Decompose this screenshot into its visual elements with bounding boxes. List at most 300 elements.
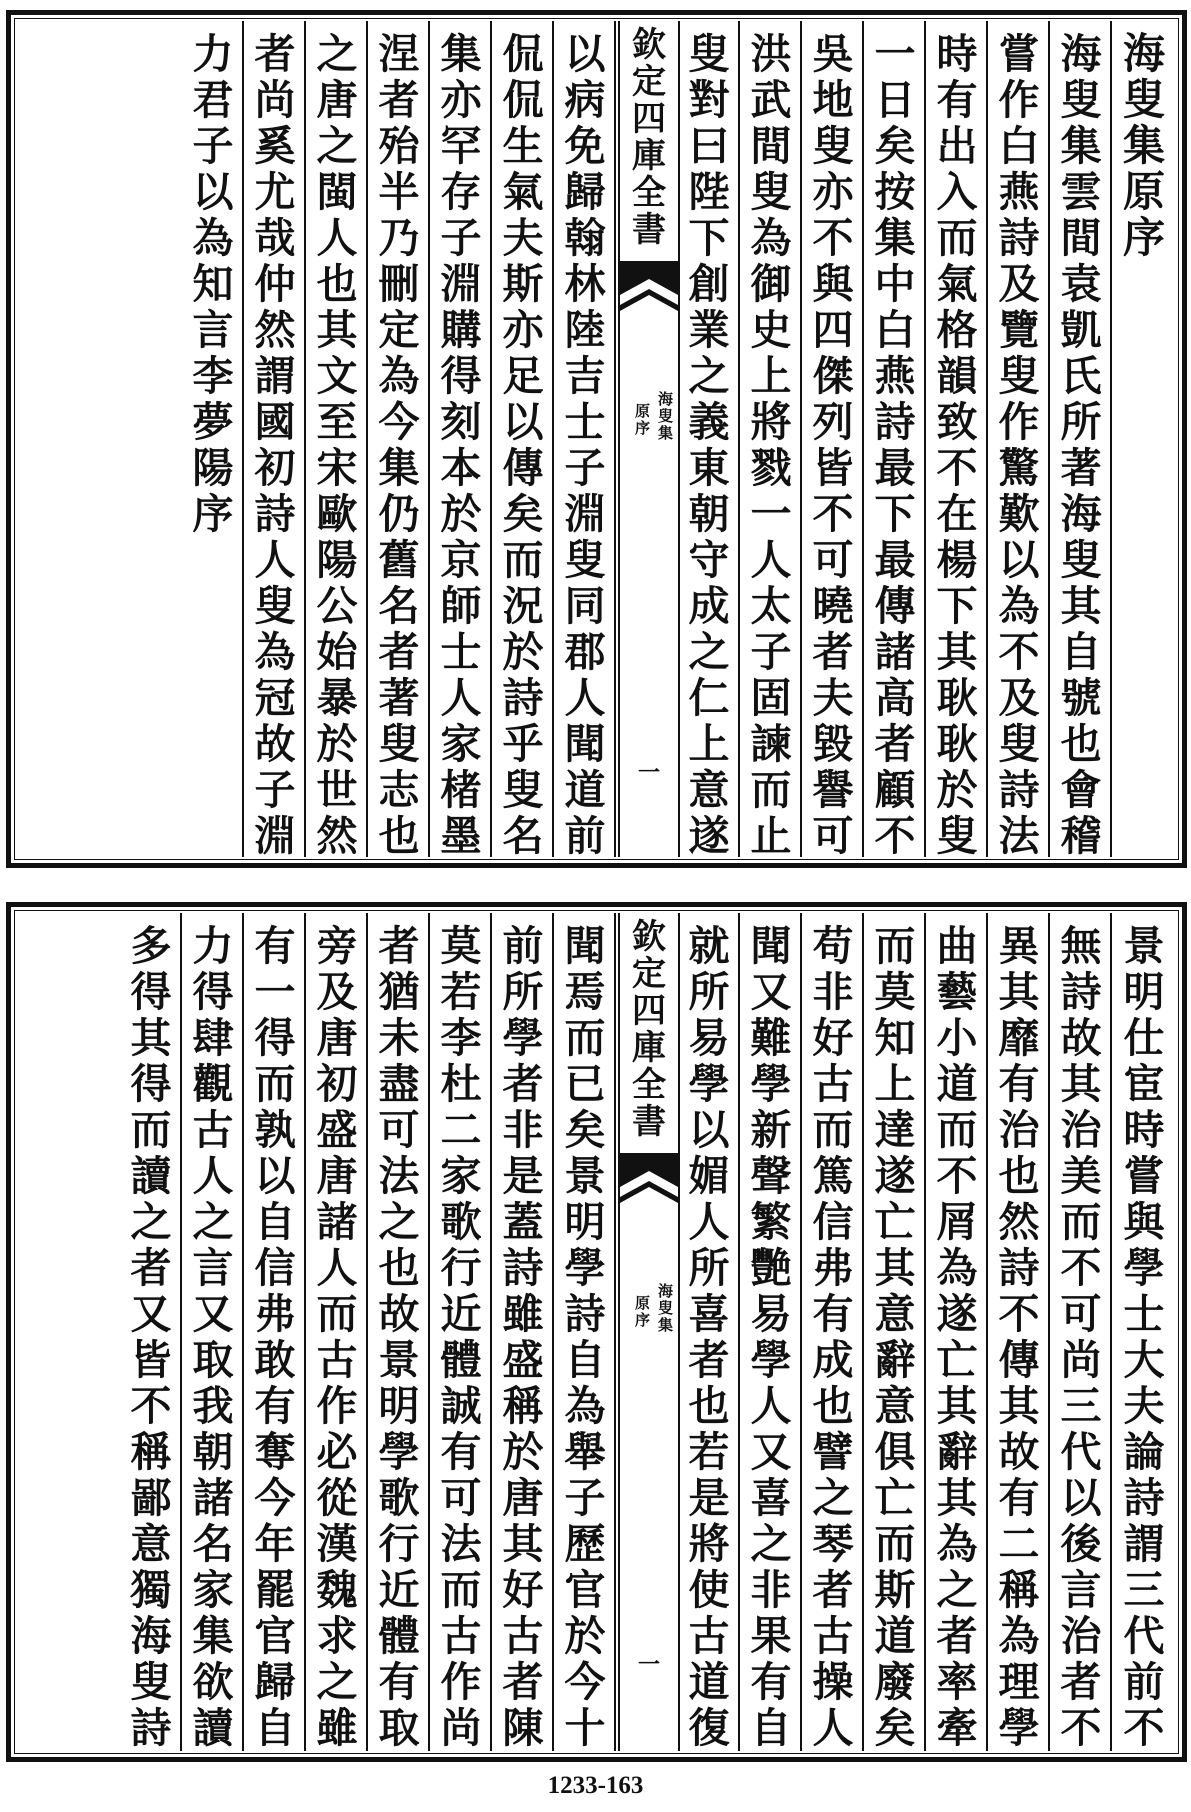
character: 叟: [998, 720, 1040, 768]
character: 學: [750, 1336, 792, 1384]
character: 意: [874, 1290, 916, 1338]
character: 刪: [378, 260, 420, 308]
character: 而: [130, 1106, 172, 1154]
section-title: 原 序: [634, 1294, 650, 1329]
character: 歸: [254, 1658, 296, 1706]
character: 而: [812, 1106, 854, 1154]
character: 名: [378, 582, 420, 630]
character: 聞: [564, 922, 606, 970]
character: 京: [440, 536, 482, 584]
fishtail-ornament-icon: [620, 1153, 678, 1223]
character: 者: [1060, 1658, 1102, 1706]
character: 為: [254, 628, 296, 676]
character: 以: [192, 168, 234, 216]
character: 海: [1060, 490, 1102, 538]
character: 列: [812, 398, 854, 446]
character: 於: [316, 720, 358, 768]
character: 宦: [1123, 1060, 1165, 1108]
character: 初: [316, 1060, 358, 1108]
character: 嘗: [998, 30, 1040, 78]
character: 之: [130, 1198, 172, 1246]
character: 遂: [874, 1152, 916, 1200]
character: 叟: [1060, 76, 1102, 124]
character: 治: [1060, 1612, 1102, 1660]
character: 也: [378, 812, 420, 857]
character: 為: [378, 352, 420, 400]
character: 唐: [502, 1474, 544, 1522]
character: 漢: [316, 1520, 358, 1568]
character: 有: [254, 922, 296, 970]
character: 不: [936, 1152, 978, 1200]
center-fold-column: [618, 913, 680, 1751]
text-column: [556, 21, 616, 857]
character: 書: [632, 1102, 666, 1142]
character: 者: [502, 1658, 544, 1706]
character: 詩: [998, 214, 1040, 262]
character: 陽: [192, 444, 234, 492]
character: 前: [564, 812, 606, 857]
character: 下: [936, 582, 978, 630]
character: 叟: [1122, 75, 1165, 124]
character: 夫: [1123, 1382, 1165, 1430]
book-title: 海 叟 集: [657, 1282, 673, 1334]
character: 家: [440, 1152, 482, 1200]
character: 之: [688, 628, 730, 676]
text-column: [742, 913, 802, 1751]
character: 其: [316, 306, 358, 354]
character: 太: [750, 582, 792, 630]
character: 陽: [316, 536, 358, 584]
character: 以: [1060, 1474, 1102, 1522]
character: 三: [1123, 1566, 1165, 1614]
character: 所: [1060, 398, 1102, 446]
character: 者: [688, 1336, 730, 1384]
character: 最: [874, 444, 916, 492]
character: 景: [378, 1336, 420, 1384]
character: 而: [254, 1060, 296, 1108]
character: 力: [192, 30, 234, 78]
character: 雲: [1060, 168, 1102, 216]
character: 莫: [440, 922, 482, 970]
character: 稱: [502, 1382, 544, 1430]
character: 而: [750, 766, 792, 814]
character: 詩: [998, 1244, 1040, 1292]
character: 有: [998, 1060, 1040, 1108]
character: 覽: [998, 306, 1040, 354]
character: 年: [254, 1520, 296, 1568]
character: 庫: [632, 136, 666, 176]
character: 小: [936, 1014, 978, 1062]
character: 尚: [440, 1704, 482, 1751]
character: 自: [1060, 628, 1102, 676]
character: 燕: [998, 168, 1040, 216]
character: 間: [750, 122, 792, 170]
character: 未: [378, 1014, 420, 1062]
character: 明: [378, 1382, 420, 1430]
character: 而: [316, 1290, 358, 1338]
character: 業: [688, 306, 730, 354]
character: 歌: [440, 1198, 482, 1246]
character: 遂: [936, 1290, 978, 1338]
text-column: [928, 913, 988, 1751]
character: 時: [1123, 1106, 1165, 1154]
text-column: [990, 21, 1050, 857]
character: 白: [874, 306, 916, 354]
character: 為: [750, 214, 792, 262]
character: 人: [192, 1152, 234, 1200]
character: 諸: [874, 628, 916, 676]
character: 知: [192, 260, 234, 308]
character: 病: [564, 76, 606, 124]
character: 高: [874, 674, 916, 722]
fishtail-ornament-icon: [620, 261, 678, 331]
character: 人: [564, 674, 606, 722]
character: 以: [998, 536, 1040, 584]
section-title: 原 序: [634, 402, 650, 437]
character: 稽: [1060, 812, 1102, 857]
character: 有: [936, 76, 978, 124]
character: 驚: [998, 444, 1040, 492]
character: 以: [502, 398, 544, 446]
character: 體: [378, 1612, 420, 1660]
character: 也: [998, 1152, 1040, 1200]
character: 多: [130, 922, 172, 970]
character: 唐: [316, 76, 358, 124]
character: 詩: [502, 1244, 544, 1292]
character: 亦: [502, 306, 544, 354]
leaf-number: 一: [637, 1652, 660, 1678]
character: 其: [1060, 1060, 1102, 1108]
character: 洪: [750, 30, 792, 78]
collection-label: [620, 27, 678, 249]
character: 名: [192, 1520, 234, 1568]
character: 古: [812, 1612, 854, 1660]
character: 仲: [254, 260, 296, 308]
character: 武: [750, 76, 792, 124]
character: 盛: [316, 1106, 358, 1154]
character: 朝: [688, 490, 730, 538]
character: 乎: [502, 720, 544, 768]
character: 氣: [936, 260, 978, 308]
character: 志: [378, 766, 420, 814]
character: 況: [502, 582, 544, 630]
character: 已: [564, 1060, 606, 1108]
character: 人: [812, 1704, 854, 1751]
character: 其: [998, 968, 1040, 1016]
character: 是: [688, 1474, 730, 1522]
character: 也: [1060, 720, 1102, 768]
character: 知: [874, 1014, 916, 1062]
text-column: [494, 21, 554, 857]
character: 四: [812, 306, 854, 354]
character: 古: [316, 1336, 358, 1384]
character: 叟: [378, 720, 420, 768]
character: 御: [750, 260, 792, 308]
character: 集: [1060, 122, 1102, 170]
character: 好: [502, 1566, 544, 1614]
character: 有: [254, 1382, 296, 1430]
character: 亦: [440, 76, 482, 124]
character: 從: [316, 1474, 358, 1522]
character: 免: [564, 122, 606, 170]
character: 古: [502, 1612, 544, 1660]
text-column: [370, 913, 430, 1751]
character: 尤: [254, 168, 296, 216]
character: 士: [440, 628, 482, 676]
character: 得: [130, 968, 172, 1016]
character: 人: [440, 674, 482, 722]
character: 孰: [254, 1106, 296, 1154]
bottom-text-columns: [17, 913, 1176, 1751]
character: 有: [750, 1658, 792, 1706]
character: 言: [1060, 1566, 1102, 1614]
character: 集: [192, 1612, 234, 1660]
character: 集: [874, 214, 916, 262]
character: 代: [1060, 1428, 1102, 1476]
character: 意: [130, 1520, 172, 1568]
character: 復: [688, 1704, 730, 1751]
character: 又: [130, 1290, 172, 1338]
character: 始: [316, 628, 358, 676]
character: 達: [874, 1106, 916, 1154]
character: 書: [632, 210, 666, 250]
character: 凱: [1060, 306, 1102, 354]
character: 者: [254, 30, 296, 78]
character: 詩: [874, 398, 916, 446]
character: 前: [502, 922, 544, 970]
character: 出: [936, 122, 978, 170]
character: 與: [1123, 1198, 1165, 1246]
character: 者: [378, 76, 420, 124]
character: 猶: [378, 968, 420, 1016]
character: 格: [936, 306, 978, 354]
character: 於: [502, 1428, 544, 1476]
character: 法: [998, 812, 1040, 857]
character: 致: [936, 398, 978, 446]
character: 大: [1123, 1336, 1165, 1384]
character: 好: [812, 1014, 854, 1062]
character: 學: [502, 1014, 544, 1062]
character: 詩: [1123, 1474, 1165, 1522]
character: 苟: [812, 922, 854, 970]
character: 故: [1060, 1014, 1102, 1062]
character: 自: [254, 1704, 296, 1751]
character: 稱: [998, 1566, 1040, 1614]
character: 殆: [378, 122, 420, 170]
character: 雖: [316, 1704, 358, 1751]
character: 吳: [812, 30, 854, 78]
character: 詩: [254, 490, 296, 538]
character: 日: [874, 76, 916, 124]
character: 近: [378, 1566, 420, 1614]
character: 著: [378, 674, 420, 722]
character: 皆: [812, 444, 854, 492]
text-column: [990, 913, 1050, 1751]
character: 盡: [378, 1060, 420, 1108]
character: 韻: [936, 352, 978, 400]
character: 非: [502, 1106, 544, 1154]
character: 止: [750, 812, 792, 857]
character: 下: [688, 214, 730, 262]
character: 也: [688, 1382, 730, 1430]
character: 作: [316, 1382, 358, 1430]
character: 其: [936, 1382, 978, 1430]
character: 本: [440, 444, 482, 492]
character: 及: [998, 674, 1040, 722]
character: 新: [750, 1106, 792, 1154]
character: 楮: [440, 766, 482, 814]
character: 李: [192, 352, 234, 400]
text-column: [742, 21, 802, 857]
character: 法: [440, 1520, 482, 1568]
character: 一: [750, 490, 792, 538]
character: 之: [688, 352, 730, 400]
character: 欽: [632, 25, 666, 65]
character: 按: [874, 168, 916, 216]
text-column: [122, 913, 182, 1751]
character: 今: [378, 398, 420, 446]
character: 然: [254, 306, 296, 354]
character: 學: [378, 1428, 420, 1476]
character: 又: [750, 968, 792, 1016]
character: 亡: [874, 1198, 916, 1246]
character: 古: [192, 1106, 234, 1154]
character: 楊: [936, 536, 978, 584]
character: 袁: [1060, 260, 1102, 308]
character: 謂: [254, 352, 296, 400]
character: 時: [936, 30, 978, 78]
character: 使: [688, 1566, 730, 1614]
character: 之: [750, 1520, 792, 1568]
bottom-page: [6, 902, 1187, 1762]
character: 者: [502, 1060, 544, 1108]
character: 所: [502, 968, 544, 1016]
character: 而: [1060, 1198, 1102, 1246]
character: 宋: [316, 444, 358, 492]
character: 子: [254, 766, 296, 814]
character: 果: [750, 1612, 792, 1660]
character: 淵: [440, 260, 482, 308]
character: 誠: [440, 1382, 482, 1430]
character: 體: [440, 1336, 482, 1384]
character: 率: [936, 1658, 978, 1706]
character: 購: [440, 306, 482, 354]
character: 於: [936, 766, 978, 814]
character: 一: [254, 968, 296, 1016]
character: 同: [564, 582, 606, 630]
character: 觀: [192, 1060, 234, 1108]
character: 易: [688, 1014, 730, 1062]
character: 叟: [254, 582, 296, 630]
character: 非: [812, 968, 854, 1016]
character: 入: [936, 168, 978, 216]
character: 林: [564, 260, 606, 308]
character: 叟: [936, 812, 978, 857]
character: 官: [564, 1566, 606, 1614]
character: 定: [632, 954, 666, 994]
character: 操: [812, 1658, 854, 1706]
character: 廢: [874, 1658, 916, 1706]
character: 必: [316, 1428, 358, 1476]
character: 也: [378, 1244, 420, 1292]
character: 初: [254, 444, 296, 492]
character: 得: [130, 1060, 172, 1108]
character: 全: [632, 173, 666, 213]
character: 暴: [316, 674, 358, 722]
character: 而: [936, 214, 978, 262]
character: 曲: [936, 922, 978, 970]
text-column: [1114, 913, 1174, 1751]
character: 二: [440, 1106, 482, 1154]
character: 郡: [564, 628, 606, 676]
character: 琴: [812, 1520, 854, 1568]
character: 仍: [378, 490, 420, 538]
center-fold-column: [618, 21, 680, 857]
character: 足: [502, 352, 544, 400]
character: 屑: [936, 1198, 978, 1246]
character: 李: [440, 1014, 482, 1062]
character: 三: [1060, 1382, 1102, 1430]
character: 而: [936, 1106, 978, 1154]
top-page: [6, 10, 1187, 868]
character: 及: [998, 260, 1040, 308]
character: 於: [440, 490, 482, 538]
character: 為: [936, 1244, 978, 1292]
character: 其: [936, 1474, 978, 1522]
character: 定: [632, 62, 666, 102]
character: 牽: [936, 1704, 978, 1751]
character: 在: [936, 490, 978, 538]
character: 可: [440, 1474, 482, 1522]
character: 易: [750, 1290, 792, 1338]
character: 肆: [192, 1014, 234, 1062]
text-column: [494, 913, 554, 1751]
character: 道: [564, 766, 606, 814]
character: 言: [192, 1244, 234, 1292]
character: 不: [1060, 1244, 1102, 1292]
character: 不: [812, 490, 854, 538]
character: 夢: [192, 398, 234, 446]
character: 法: [378, 1152, 420, 1200]
character: 淵: [254, 812, 296, 857]
character: 為: [564, 1382, 606, 1430]
character: 之: [936, 1566, 978, 1614]
character: 獨: [130, 1566, 172, 1614]
character: 而: [440, 1566, 482, 1614]
character: 叟: [1060, 536, 1102, 584]
character: 守: [688, 536, 730, 584]
character: 信: [812, 1198, 854, 1246]
character: 自: [254, 1198, 296, 1246]
character: 辭: [874, 1336, 916, 1384]
character: 故: [254, 720, 296, 768]
character: 下: [874, 490, 916, 538]
character: 士: [1123, 1290, 1165, 1338]
character: 不: [812, 214, 854, 262]
character: 將: [750, 398, 792, 446]
character: 不: [998, 628, 1040, 676]
character: 傳: [502, 444, 544, 492]
character: 諫: [750, 720, 792, 768]
character: 官: [254, 1612, 296, 1660]
character: 得: [254, 1014, 296, 1062]
character: 及: [316, 968, 358, 1016]
character: 為: [192, 214, 234, 262]
character: 之: [812, 1474, 854, 1522]
character: 二: [998, 1520, 1040, 1568]
character: 學: [750, 1060, 792, 1108]
character: 成: [688, 582, 730, 630]
